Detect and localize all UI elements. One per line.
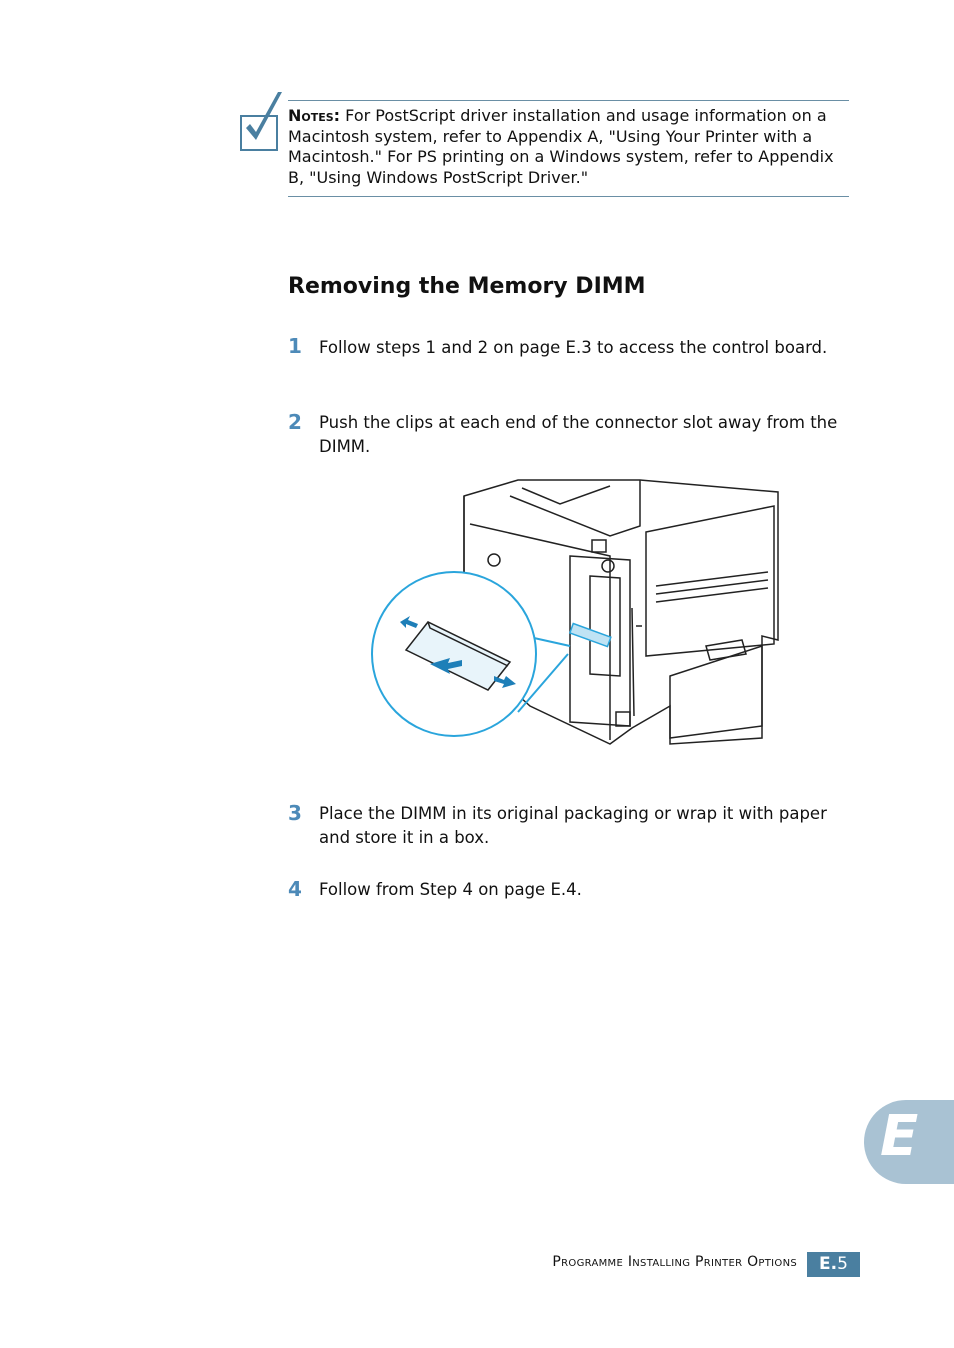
note-label: Notes:: [288, 106, 341, 125]
step-4-text: Follow from Step 4 on page E.4.: [319, 880, 582, 899]
page-number-badge: [807, 1252, 860, 1277]
note-top-rule: [288, 100, 849, 101]
step-4-number: 4: [288, 877, 302, 901]
footer-title: Programme Installing Printer Options: [552, 1254, 797, 1270]
checkmark-note-icon: [238, 88, 286, 152]
note-text: [288, 106, 848, 188]
note-body: For PostScript driver installation and usage information on a Macintosh system, refer to Appendix A, "Using Your Printer with a Macintosh." For PS printing on a Windows system, refer to Appendix B, "Using Windows PostScript Driver.": [288, 106, 834, 187]
step-1-number: 1: [288, 334, 302, 358]
note-bottom-rule: [288, 196, 849, 197]
page-number: 5: [837, 1254, 848, 1274]
section-title: Removing the Memory DIMM: [288, 274, 646, 299]
appendix-tab-letter: E: [880, 1104, 919, 1169]
step-2-text: Push the clips at each end of the connector slot away from the DIMM.: [319, 413, 838, 456]
step-1-text: Follow steps 1 and 2 on page E.3 to access the control board.: [319, 338, 828, 357]
printer-dimm-illustration: [370, 476, 782, 748]
step-3-number: 3: [288, 801, 302, 825]
step-3-text: Place the DIMM in its original packaging or wrap it with paper and store it in a box.: [319, 804, 827, 847]
page-prefix: E.: [819, 1254, 838, 1274]
step-2-number: 2: [288, 410, 302, 434]
